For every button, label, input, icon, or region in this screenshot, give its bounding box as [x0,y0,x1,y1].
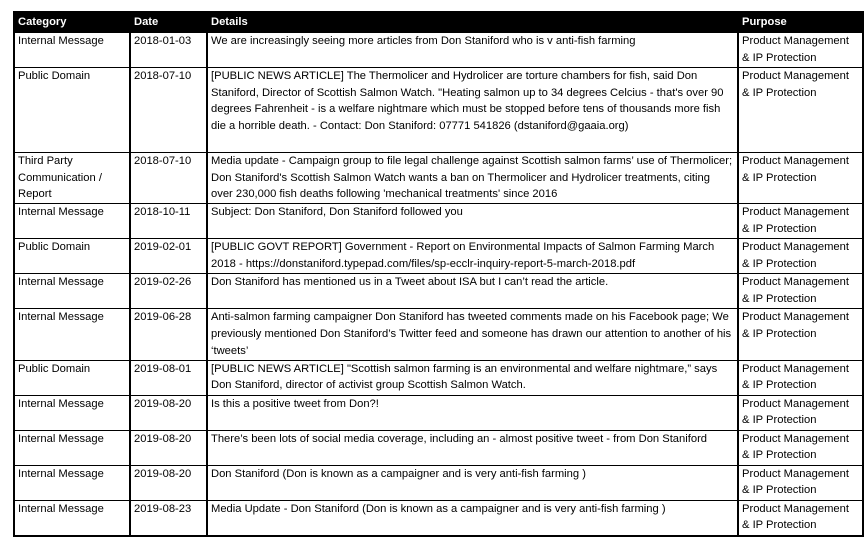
cell-purpose: Product Management & IP Protection [738,274,863,309]
cell-date: 2018-07-10 [130,67,207,152]
table-row [14,152,863,203]
cell-details: Media Update - Don Staniford (Don is known as a campaigner and is very anti-fish farming ) [207,500,738,536]
cell-purpose: Product Management & IP Protection [738,395,863,430]
cell-purpose: Product Management & IP Protection [738,500,863,536]
cell-category: Internal Message [14,430,130,465]
cell-category: Internal Message [14,274,130,309]
cell-category: Internal Message [14,204,130,239]
cell-purpose: Product Management & IP Protection [738,430,863,465]
table-row [14,67,863,152]
table-row [14,395,863,430]
table-row [14,32,863,68]
table-row [14,309,863,360]
cell-date: 2019-08-20 [130,430,207,465]
cell-details: Don Staniford (Don is known as a campaigner and is very anti-fish farming ) [207,465,738,500]
cell-date: 2019-08-01 [130,360,207,395]
table-row [14,465,863,500]
cell-date: 2019-08-20 [130,465,207,500]
cell-details: There’s been lots of social media coverage, including an - almost positive tweet - from Don Staniford [207,430,738,465]
cell-date: 2018-10-11 [130,204,207,239]
cell-category: Internal Message [14,395,130,430]
cell-purpose: Product Management & IP Protection [738,152,863,203]
cell-category: Public Domain [14,239,130,274]
cell-details: Media update - Campaign group to file legal challenge against Scottish salmon farms’ use of Thermolicer; Don Staniford's Scottish Salmon Watch wants a ban on Thermolicer and Hydrolicer treatments, citing over 230,000 fish deaths following 'mechanical treatments' since 2016 [207,152,738,203]
cell-date: 2018-07-10 [130,152,207,203]
column-header-purpose: Purpose [738,12,863,32]
table-row [14,430,863,465]
cell-date: 2018-01-03 [130,32,207,68]
table-row [14,274,863,309]
cell-details: [PUBLIC GOVT REPORT] Government - Report on Environmental Impacts of Salmon Farming March 2018 - https://donstaniford.typepad.com/files/sp-ecclr-inquiry-report-5-march-2018.pdf [207,239,738,274]
cell-details: We are increasingly seeing more articles from Don Staniford who is v anti-fish farming [207,32,738,68]
cell-category: Third Party Communication / Report [14,152,130,203]
column-header-details: Details [207,12,738,32]
cell-date: 2019-02-26 [130,274,207,309]
header-row [14,12,863,32]
table-row [14,239,863,274]
table-row [14,360,863,395]
cell-purpose: Product Management & IP Protection [738,360,863,395]
cell-details: Subject: Don Staniford, Don Staniford followed you [207,204,738,239]
cell-details: [PUBLIC NEWS ARTICLE] "Scottish salmon farming is an environmental and welfare nightmare,” says Don Staniford, director of activist group Scottish Salmon Watch. [207,360,738,395]
cell-date: 2019-06-28 [130,309,207,360]
cell-date: 2019-08-20 [130,395,207,430]
table-row [14,500,863,536]
cell-category: Public Domain [14,67,130,152]
cell-category: Public Domain [14,360,130,395]
cell-details: [PUBLIC NEWS ARTICLE] The Thermolicer and Hydrolicer are torture chambers for fish, said Don Staniford, Director of Scottish Salmon Watch. "Heating salmon up to 34 degrees Celcius - that's over 90 degrees Fahrenheit - is a welfare nightmare which must be stopped before tens of thousands more fish die a horrible death. - Contact: Don Staniford: 07771 541826 (dstaniford@gaaia.org) [207,67,738,152]
cell-date: 2019-08-23 [130,500,207,536]
cell-purpose: Product Management & IP Protection [738,239,863,274]
cell-purpose: Product Management & IP Protection [738,32,863,68]
cell-purpose: Product Management & IP Protection [738,67,863,152]
cell-category: Internal Message [14,32,130,68]
column-header-category: Category [14,12,130,32]
cell-category: Internal Message [14,465,130,500]
cell-details: Is this a positive tweet from Don?! [207,395,738,430]
cell-date: 2019-02-01 [130,239,207,274]
records-table [13,11,864,537]
column-header-date: Date [130,12,207,32]
cell-details: Don Staniford has mentioned us in a Tweet about ISA but I can’t read the article. [207,274,738,309]
cell-purpose: Product Management & IP Protection [738,465,863,500]
table-row [14,204,863,239]
cell-details: Anti-salmon farming campaigner Don Staniford has tweeted comments made on his Facebook page; We previously mentioned Don Staniford’s Twitter feed and someone has drawn our attention to another of his ‘tweets’ [207,309,738,360]
cell-purpose: Product Management & IP Protection [738,309,863,360]
cell-category: Internal Message [14,309,130,360]
cell-purpose: Product Management & IP Protection [738,204,863,239]
cell-category: Internal Message [14,500,130,536]
